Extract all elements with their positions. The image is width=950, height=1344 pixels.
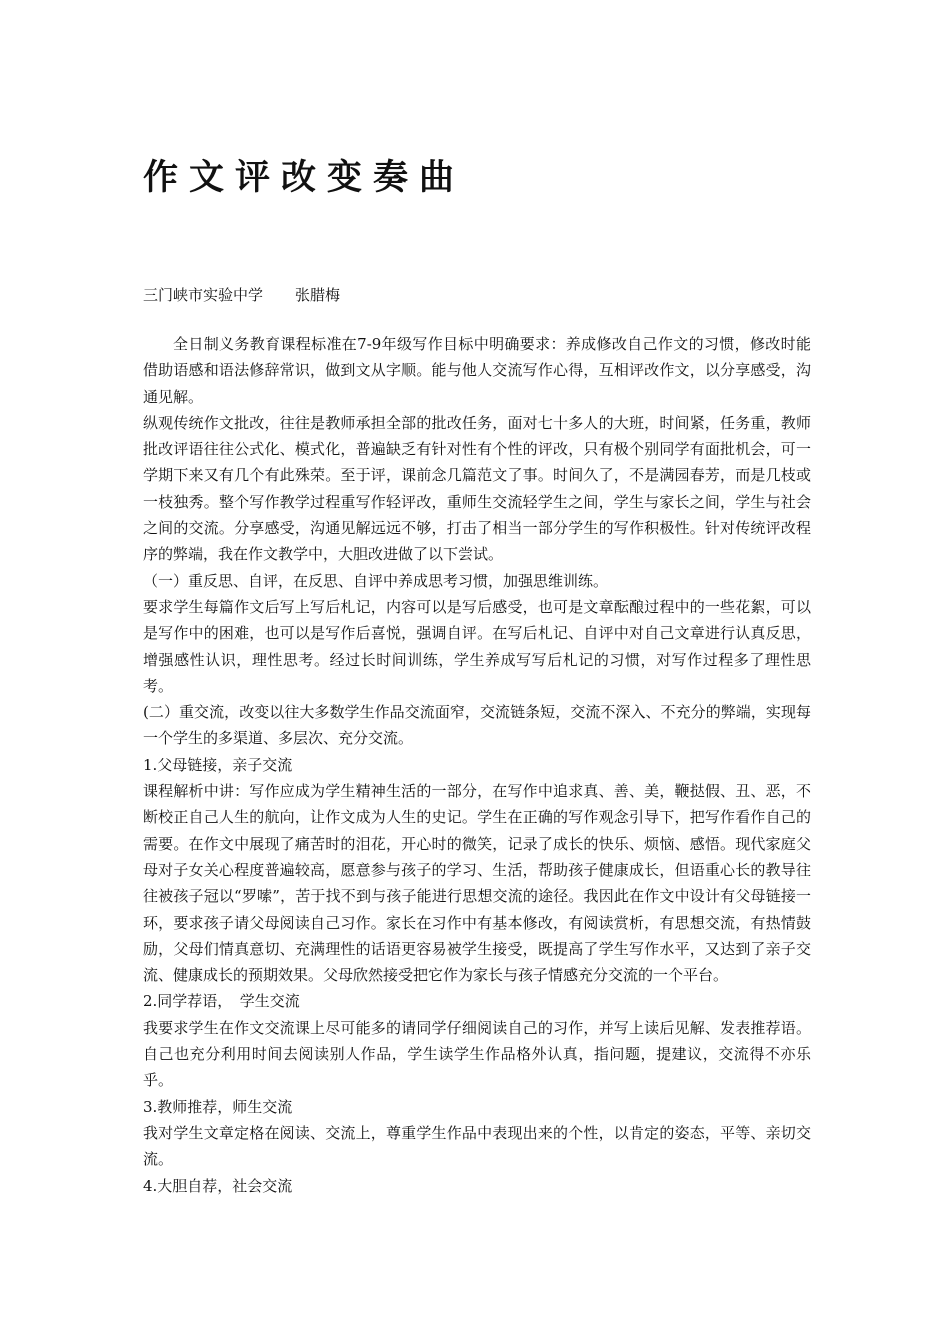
subheading-parent-link: 1.父母链接，亲子交流 [143,755,293,774]
paragraph-peer-recommendation: 我要求学生在作文交流课上尽可能多的请同学仔细阅读自己的习作，并写上读后见解、发表推荐语。自己也充分利用时间去阅读别人作品，学生读学生作品格外认真，指问题，提建议，交流得不亦乐乎。 [143,1018,811,1090]
document-body [143,331,811,1199]
subheading-self-recommendation: 4.大胆自荐，社会交流 [143,1176,293,1195]
document-title: 作文评改变奏曲 [143,157,466,198]
section-heading-1: （一）重反思、自评，在反思、自评中养成思考习惯，加强思维训练。 [143,571,609,590]
section-heading-2: (二）重交流，改变以往大多数学生作品交流面窄，交流链条短，交流不深入、不充分的弊端，实现每一个学生的多渠道、多层次、充分交流。 [143,703,811,748]
paragraph-parent-link: 课程解析中讲：写作应成为学生精神生活的一部分，在写作中追求真、善、美，鞭挞假、丑、恶，不断校正自己人生的航向，让作文成为人生的史记。学生在正确的写作观念引导下，把写作看作自己的需要。在作文中展现了痛苦时的泪花，开心时的微笑，记录了成长的快乐、烦恼、感悟。现代家庭父母对子女关心程度普遍较高，愿意参与孩子的学习、生活，帮助孩子健康成长，但语重心长的教导往往被孩子冠以“罗嗦”，苦于找不到与孩子能进行思想交流的途径。我因此在作文中设计有父母链接一环，要求孩子请父母阅读自己习作。家长在习作中有基本修改，有阅读赏析，有思想交流，有热情鼓励，父母们情真意切、充满理性的话语更容易被学生接受，既提高了学生写作水平，又达到了亲子交流、健康成长的预期效果。父母欣然接受把它作为家长与孩子情感充分交流的一个平台。 [143,782,811,985]
paragraph-teacher-recommendation: 我对学生文章定格在阅读、交流上，尊重学生作品中表现出来的个性，以肯定的姿态，平等、亲切交流。 [143,1123,811,1169]
subheading-peer-recommendation: 2.同学荐语， 学生交流 [143,992,300,1011]
subheading-teacher-recommendation: 3.教师推荐，师生交流 [143,1097,293,1116]
byline [143,283,340,307]
author-school: 三门峡市实验中学 [143,286,264,304]
paragraph-traditional-grading: 纵观传统作文批改，往往是教师承担全部的批改任务，面对七十多人的大班，时间紧，任务重，教师批改评语往往公式化、模式化，普遍缺乏有针对性有个性的评改，只有极个别同学有面批机会，可一学期下来又有几个有此殊荣。至于评，课前念几篇范文了事。时间久了，不是满园春芳，而是几枝或一枝独秀。整个写作教学过程重写作轻评改，重师生交流轻学生之间，学生与家长之间，学生与社会之间的交流。分享感受，沟通见解远远不够，打击了相当一部分学生的写作积极性。针对传统评改程序的弊端，我在作文教学中，大胆改进做了以下尝试。 [143,413,811,564]
author-name: 张腊梅 [295,286,341,304]
paragraph-intro: 全日制义务教育课程标准在7-9年级写作目标中明确要求：养成修改自己作文的习惯，修改时能借助语感和语法修辞常识，做到文从字顺。能与他人交流写作心得，互相评改作文，以分享感受，沟通见解。 [143,335,811,406]
paragraph-reflection: 要求学生每篇作文后写上写后札记，内容可以是写后感受，也可是文章酝酿过程中的一些花絮，可以是写作中的困难，也可以是写作后喜悦，强调自评。在写后札记、自评中对自己文章进行认真反思，增强感性认识，理性思考。经过长时间训练，学生养成写写后札记的习惯，对写作过程多了理性思考。 [143,597,811,695]
